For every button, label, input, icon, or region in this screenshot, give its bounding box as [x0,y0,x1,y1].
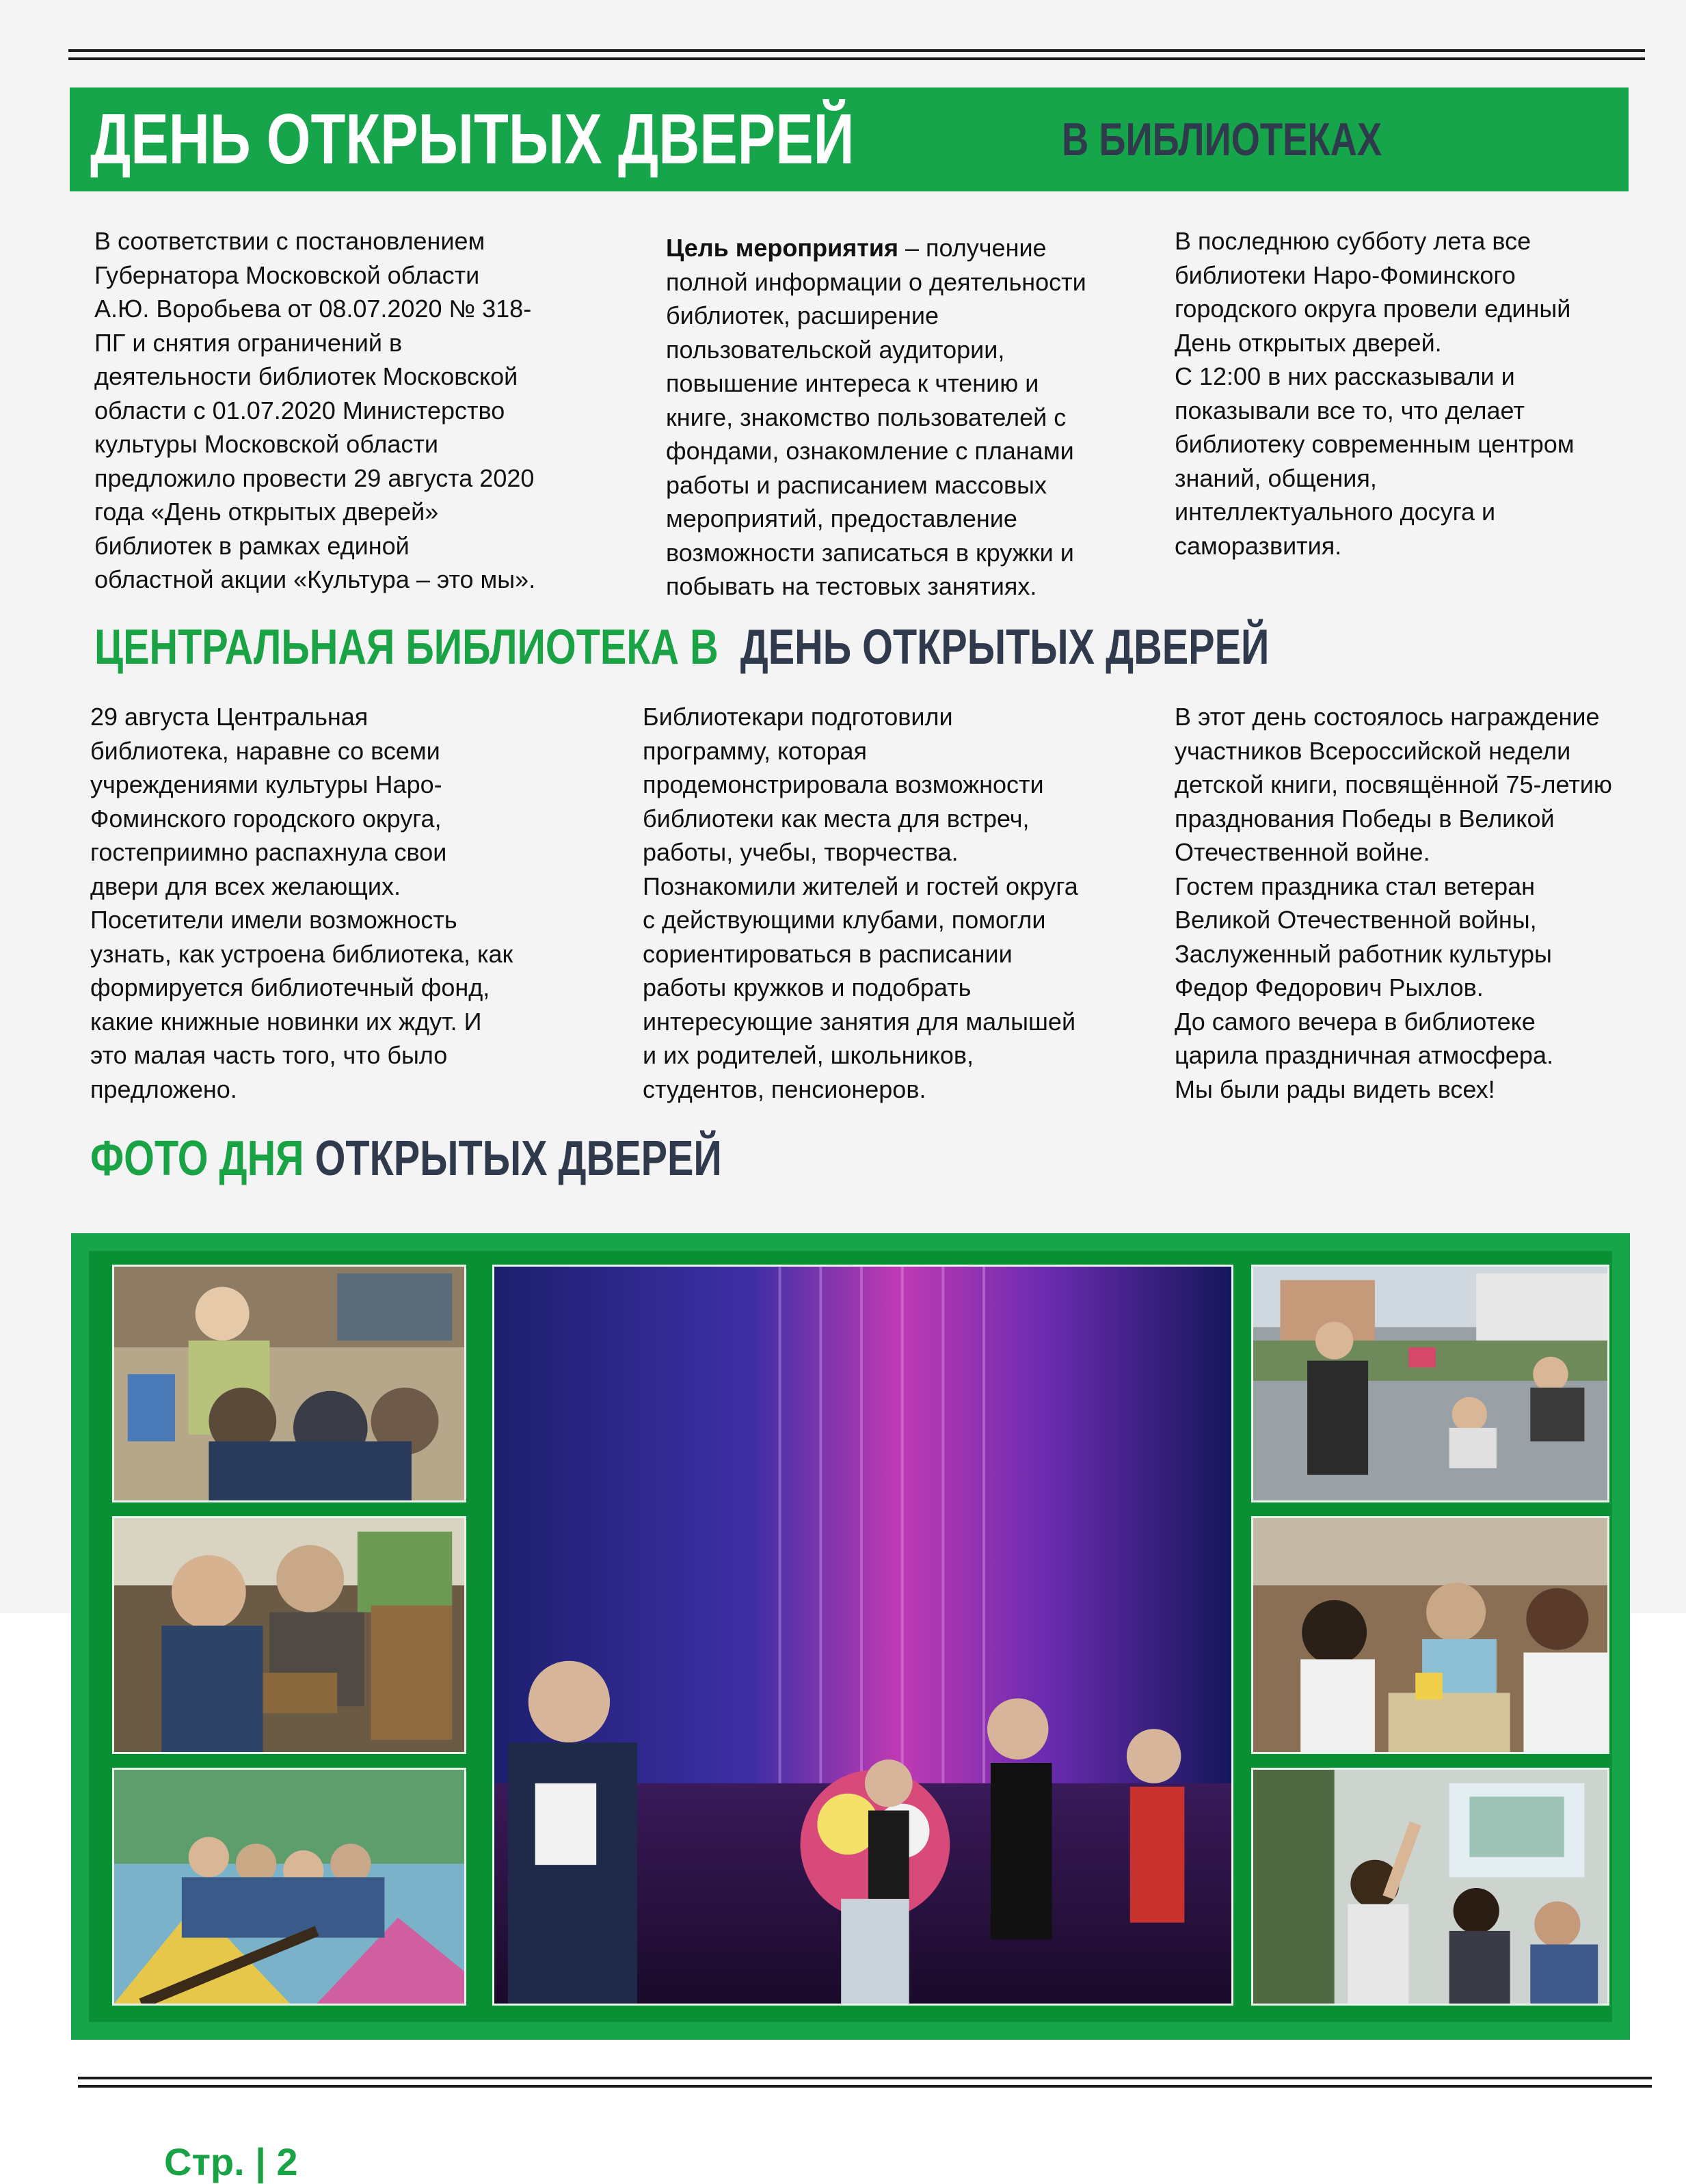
photo-classroom-hands [1251,1768,1609,2006]
section2-heading-dark: ДЕНЬ ОТКРЫТЫХ ДВЕРЕЙ [740,620,1270,675]
section2-column-2: Библиотекари подготовили программу, которая продемонстрировала возможности библиотеки как места для встреч, работы, учебы, творчества. Познакомили жителей и гостей округа с действующими клубами, помогли сориентироваться в расписании работы кружков и подобрать интересующие занятия для малышей и их родителей, школьников, студентов, пенсионеров. [643,703,1078,1103]
photo-craft-class [1251,1516,1609,1754]
photo-chess-boys [112,1516,466,1754]
section2-heading-green: ЦЕНТРАЛЬНАЯ БИБЛИОТЕКА В [94,620,719,675]
photo-library-children [112,1265,466,1502]
top-rule [68,49,1645,52]
page-subtitle: В БИБЛИОТЕКАХ [1061,113,1382,165]
bottom-rule [78,2077,1652,2079]
intro-column-1: В соответствии с постановлением Губернатора Московской области А.Ю. Воробьева от 08.07.2020 № 318- ПГ и снятия ограничений в деятельности библиотек Московской области с 01.07.2020 Министерство культуры Московской области предложило провести 29 августа 2020 года «День открытых дверей» библиотек в рамках единой областной акции «Культура – это мы». [94,227,536,593]
section2-heading [94,619,1563,675]
intro-column-2 [666,231,1158,604]
section3-heading-w1: ФОТО [90,1131,209,1186]
photo-gallery [71,1233,1630,2040]
photo-group-stairs [112,1768,466,2006]
section2-column-3: В этот день состоялось награждение участников Всероссийской недели детской книги, посвящённой 75-летию празднования Победы в Великой Отечественной войне. Гостем праздника стал ветеран Великой Отечественной войны, Заслуженный работник культуры Федор Федорович Рыхлов. До самого вечера в библиотеке царила праздничная атмосфера. Мы были рады видеть всех! [1175,703,1612,1103]
section3-heading [90,1131,880,1187]
section3-heading-w3: ОТКРЫТЫХ ДВЕРЕЙ [315,1131,722,1186]
section2-column-1: 29 августа Центральная библиотека, наравне со всеми учреждениями культуры Наро- Фоминского городского округа, гостеприимно распахнула свои двери для всех желающих. Посетители имели возможность узнать, как устроена библиотека, как формируется библиотечный фонд, какие книжные новинки их ждут. И это малая часть того, что было предложено. [90,703,513,1103]
page-title: ДЕНЬ ОТКРЫТЫХ ДВЕРЕЙ [90,99,855,179]
photo-gallery-inner [89,1251,1612,2022]
intro-column-3: В последнюю субботу лета все библиотеки Наро-Фоминского городского округа провели единый День открытых дверей. С 12:00 в них рассказывали и показывали все то, что делает библиотеку современным центром знаний, общения, интеллектуального досуга и саморазвития. [1175,227,1575,560]
title-banner [70,87,1629,191]
goal-label: Цель мероприятия [666,234,899,262]
bottom-rule-2 [78,2085,1652,2088]
photo-outdoor-game [1251,1265,1609,1502]
section3-heading-w2: ДНЯ [219,1131,304,1186]
photo-stage-ceremony [492,1265,1233,2006]
goal-text: – получение полной информации о деятельности библиотек, расширение пользовательской аудитории, повышение интереса к чтению и книге, знакомство пользователей с фондами, ознакомление с планами работы и расписанием массовых мероприятий, предоставление возможности записаться в кружки и побывать на тестовых занятиях. [666,234,1086,600]
top-rule-2 [68,57,1645,60]
page-number: Стр. | 2 [164,2140,298,2183]
